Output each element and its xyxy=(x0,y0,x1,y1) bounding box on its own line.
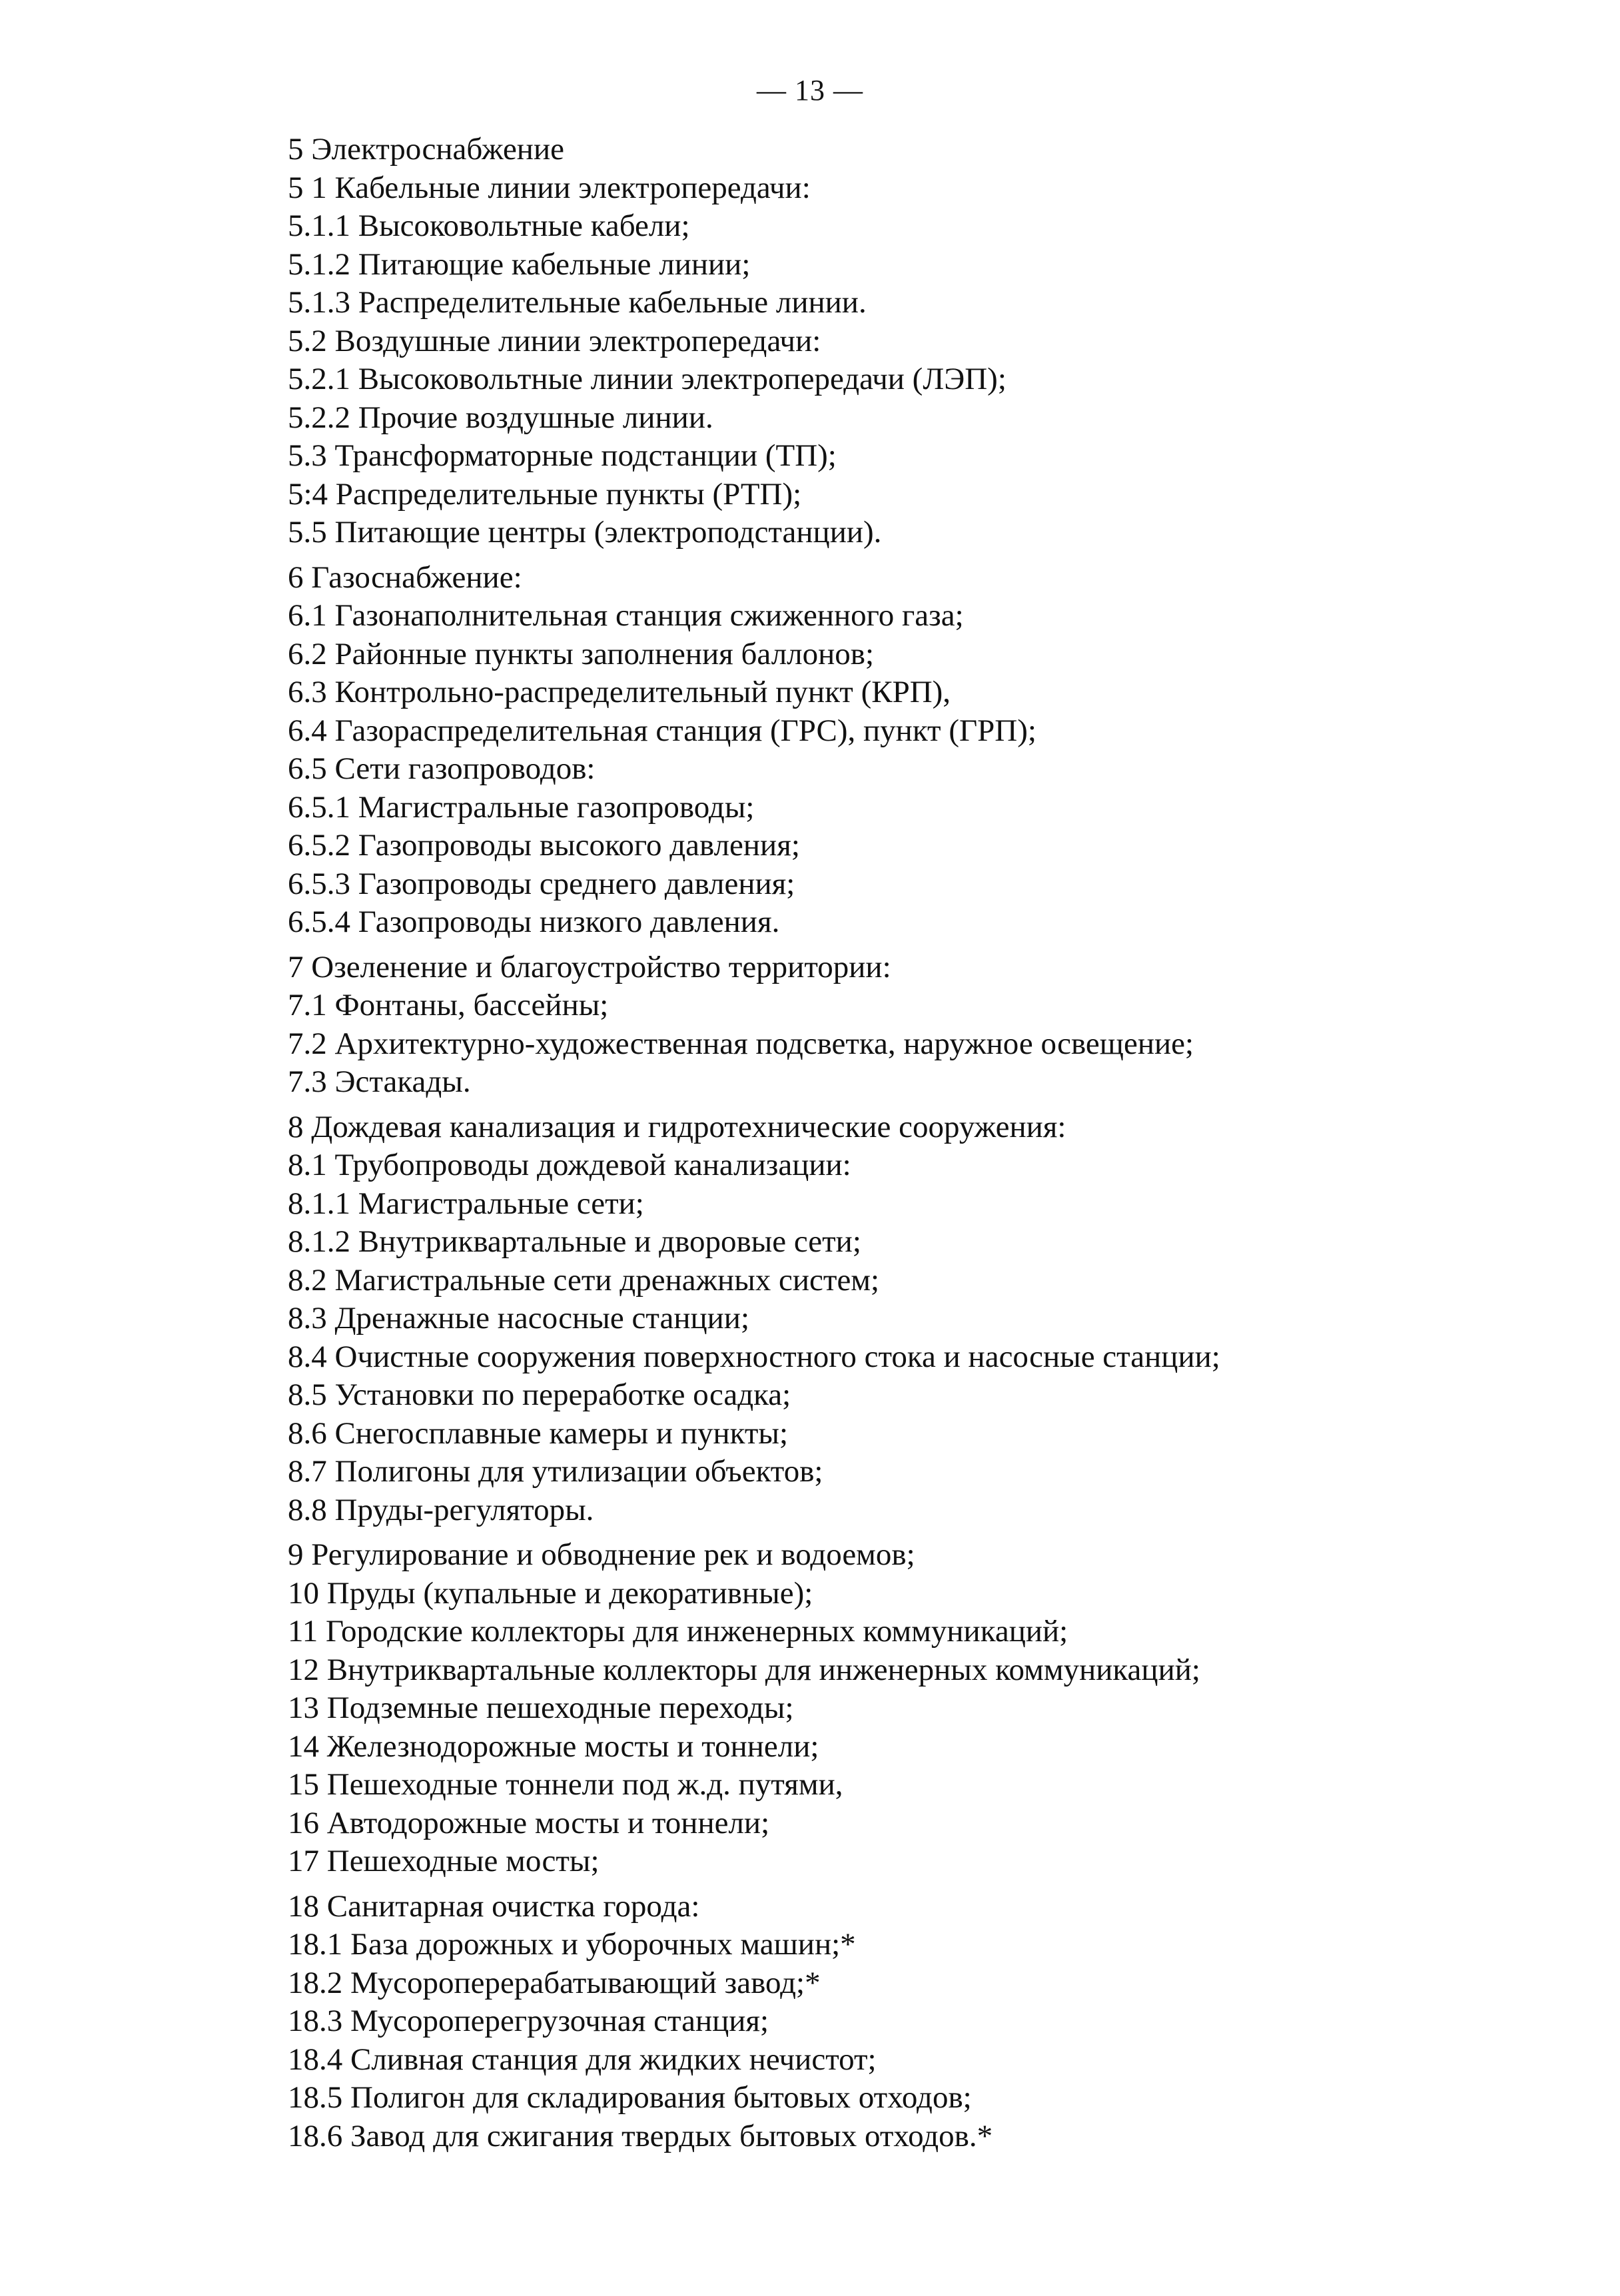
list-item: 18.1 База дорожных и уборочных машин;* xyxy=(288,1927,856,1962)
list-item: 13 Подземные пешеходные переходы; xyxy=(288,1691,794,1725)
list-item: 6.3 Контрольно-распределительный пункт (КРП), xyxy=(288,675,951,709)
section-sanitation xyxy=(288,1888,1593,2156)
list-item: 8.6 Снегосплавные камеры и пункты; xyxy=(288,1415,789,1451)
list-item: 8.8 Пруды-регуляторы. xyxy=(288,1492,594,1527)
list-item: 15 Пешеходные тоннели под ж.д. путями, xyxy=(288,1767,843,1802)
section-heading: 18 Санитарная очистка города: xyxy=(288,1888,700,1924)
list-item: 8.5 Установки по переработке осадка; xyxy=(288,1377,791,1412)
list-item: 5.2.1 Высоковольтные линии электропередачи (ЛЭП); xyxy=(288,362,1007,396)
list-item: 14 Железнодорожные мосты и тоннели; xyxy=(288,1728,819,1764)
page-number: — 13 — xyxy=(757,74,863,107)
section-heading: 8 Дождевая канализация и гидротехнические сооружения: xyxy=(288,1109,1066,1144)
section-drainage xyxy=(288,1108,1593,1530)
document-body xyxy=(288,131,1593,2162)
list-item: 6.5.1 Магистральные газопроводы; xyxy=(288,789,755,825)
list-item: 6.5.2 Газопроводы высокого давления; xyxy=(288,828,800,863)
section-landscaping xyxy=(288,949,1593,1102)
section-heading: 7 Озеленение и благоустройство территории: xyxy=(288,949,891,984)
list-item: 12 Внутриквартальные коллекторы для инженерных коммуникаций; xyxy=(288,1652,1200,1687)
list-item: 7.1 Фонтаны, бассейны; xyxy=(288,988,609,1022)
list-item: 17 Пешеходные мосты; xyxy=(288,1844,600,1878)
list-item: 10 Пруды (купальные и декоративные); xyxy=(288,1575,813,1611)
list-item: 18.6 Завод для сжигания твердых бытовых отходов.* xyxy=(288,2118,993,2153)
list-item: 5.5 Питающие центры (электроподстанции). xyxy=(288,515,882,550)
section-heading: 5 Электроснабжение xyxy=(288,132,564,167)
list-item: 18.2 Мусороперерабатывающий завод;* xyxy=(288,1965,821,2000)
list-item: 18.3 Мусороперегрузочная станция; xyxy=(288,2004,769,2038)
list-item: 18.4 Сливная станция для жидких нечистот; xyxy=(288,2042,877,2077)
list-item: 6.2 Районные пункты заполнения баллонов; xyxy=(288,636,875,671)
list-item: 8.2 Магистральные сети дренажных систем; xyxy=(288,1262,880,1298)
list-item: 5 1 Кабельные линии электропередачи: xyxy=(288,170,811,205)
list-item: 8.1 Трубопроводы дождевой канализации: xyxy=(288,1148,851,1182)
section-structures xyxy=(288,1536,1593,1881)
list-item: 11 Городские коллекторы для инженерных коммуникаций; xyxy=(288,1614,1068,1649)
list-item: 5.1.3 Распределительные кабельные линии. xyxy=(288,285,867,320)
list-item: 6.1 Газонаполнительная станция сжиженного газа; xyxy=(288,598,964,633)
list-item: 5.3 Трансформаторные подстанции (ТП); xyxy=(288,438,837,473)
list-item: 8.7 Полигоны для утилизации объектов; xyxy=(288,1454,823,1489)
list-item: 18.5 Полигон для складирования бытовых отходов; xyxy=(288,2080,972,2115)
list-item: 6.4 Газораспределительная станция (ГРС), пункт (ГРП); xyxy=(288,713,1036,748)
list-item: 8.4 Очистные сооружения поверхностного стока и насосные станции; xyxy=(288,1339,1220,1374)
section-gas xyxy=(288,559,1593,942)
list-item: 5:4 Распределительные пункты (РТП); xyxy=(288,476,802,512)
list-item: 8.3 Дренажные насосные станции; xyxy=(288,1301,749,1336)
list-item: 5.2 Воздушные линии электропередачи: xyxy=(288,323,821,358)
list-item: 9 Регулирование и обводнение рек и водоемов; xyxy=(288,1537,915,1572)
list-item: 6.5.4 Газопроводы низкого давления. xyxy=(288,905,780,939)
section-electricity xyxy=(288,131,1593,552)
list-item: 5.1.1 Высоковольтные кабели; xyxy=(288,208,690,243)
list-item: 7.3 Эстакады. xyxy=(288,1064,471,1099)
list-item: 8.1.2 Внутриквартальные и дворовые сети; xyxy=(288,1224,861,1259)
list-item: 8.1.1 Магистральные сети; xyxy=(288,1186,644,1221)
list-item: 16 Автодорожные мосты и тоннели; xyxy=(288,1805,770,1840)
section-heading: 6 Газоснабжение: xyxy=(288,560,522,595)
list-item: 6.5.3 Газопроводы среднего давления; xyxy=(288,866,795,901)
list-item: 6.5 Сети газопроводов: xyxy=(288,751,596,786)
list-item: 5.2.2 Прочие воздушные линии. xyxy=(288,400,713,435)
list-item: 5.1.2 Питающие кабельные линии; xyxy=(288,246,751,282)
list-item: 7.2 Архитектурно-художественная подсветка, наружное освещение; xyxy=(288,1026,1194,1061)
